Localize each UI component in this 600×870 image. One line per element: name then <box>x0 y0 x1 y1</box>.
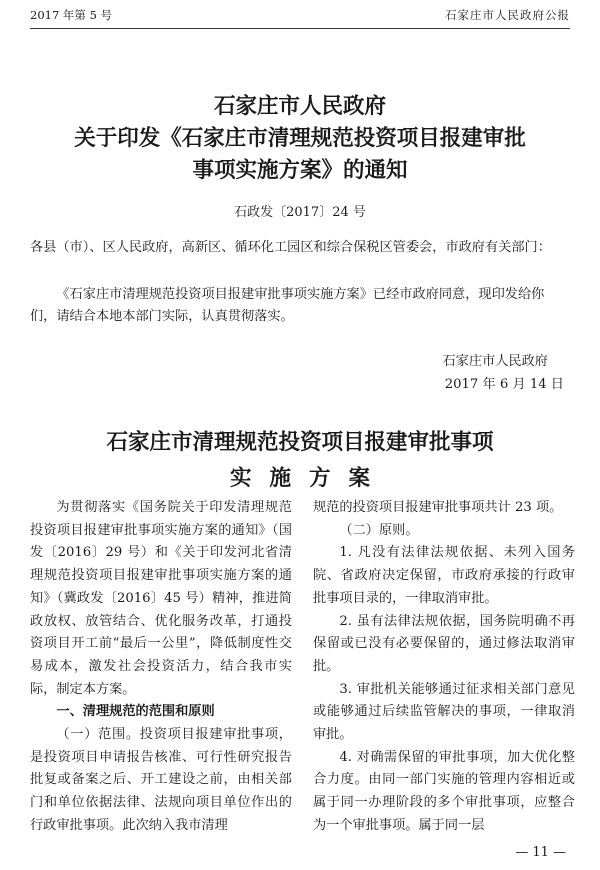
plan-scope: （一）范围。投资项目报建审批事项，是投资项目申请报告核准、可行性研究报告批复或备案之后、开工建设之前，由相关部门和单位依据法律、法规向项目单位作出的行政审批事项。此次纳入我市清理 <box>30 727 292 833</box>
section1-heading: 一、清理规范的范围和原则 <box>56 704 215 720</box>
notice-title-line2: 关于印发《石家庄市清理规范投资项目报建审批 <box>74 126 526 151</box>
notice-recipients: 各县（市）、区人民政府，高新区、循环化工园区和综合保税区管委会，市政府有关部门： <box>30 240 551 255</box>
principle-1: 1. 凡没有法律法规依据、未列入国务院、省政府决定保留，市政府承接的行政审批事项目录的，一律取消审批。 <box>313 545 575 606</box>
notice-title-line3: 事项实施方案》的通知 <box>192 158 408 183</box>
principles-heading: （二）原则。 <box>339 522 419 538</box>
header-divider <box>30 28 570 29</box>
notice-title-line1: 石家庄市人民政府 <box>213 94 386 119</box>
left-column <box>30 497 292 838</box>
plan-title-line1: 石家庄市清理规范投资项目报建审批事项 <box>106 430 494 455</box>
plan-scope-continued: 规范的投资项目报建审批事项共计 23 项。 <box>313 500 563 515</box>
page-header <box>30 7 570 23</box>
notice-body: 《石家庄市清理规范投资项目报建审批事项实施方案》已经市政府同意，现印发给你们，请结合本地本部门实际，认真贯彻落实。 <box>30 287 545 324</box>
page-number: — 11 — <box>515 845 566 860</box>
principle-4: 4. 对确需保留的审批事项，加大优化整合力度。由同一部门实施的管理内容相近或属于同一办理阶段的多个审批事项，应整合为一个审批事项。属于同一层 <box>313 749 575 833</box>
plan-intro: 为贯彻落实《国务院关于印发清理规范投资项目报建审批事项实施方案的通知》（国发〔2016〕29 号）和《关于印发河北省清理规范投资项目报建审批事项实施方案的通知》（冀政发〔2016〕45 号）精神，推进简政放权、放管结合、优化服务改革，打通投资项目开工前“最后一公里”，降低制度性交易成本，激发社会投资活力，结合我市实际，制定本方案。 <box>30 500 292 697</box>
document-number: 石政发〔2017〕24 号 <box>234 205 366 220</box>
principle-2: 2. 虽有法律法规依据，国务院明确不再保留或已没有必要保留的，通过修法取消审批。 <box>313 613 575 674</box>
plan-title-line2: 实施方案 <box>229 466 388 491</box>
issue-label: 2017 年第 5 号 <box>30 8 113 22</box>
notice-signer: 石家庄市人民政府 <box>442 354 548 369</box>
journal-name: 石家庄市人民政府公报 <box>445 8 570 22</box>
notice-date: 2017 年 6 月 14 日 <box>444 377 564 392</box>
principle-3: 3. 审批机关能够通过征求相关部门意见或能够通过后续监管解决的事项，一律取消审批。 <box>313 681 575 743</box>
right-column <box>313 497 575 838</box>
